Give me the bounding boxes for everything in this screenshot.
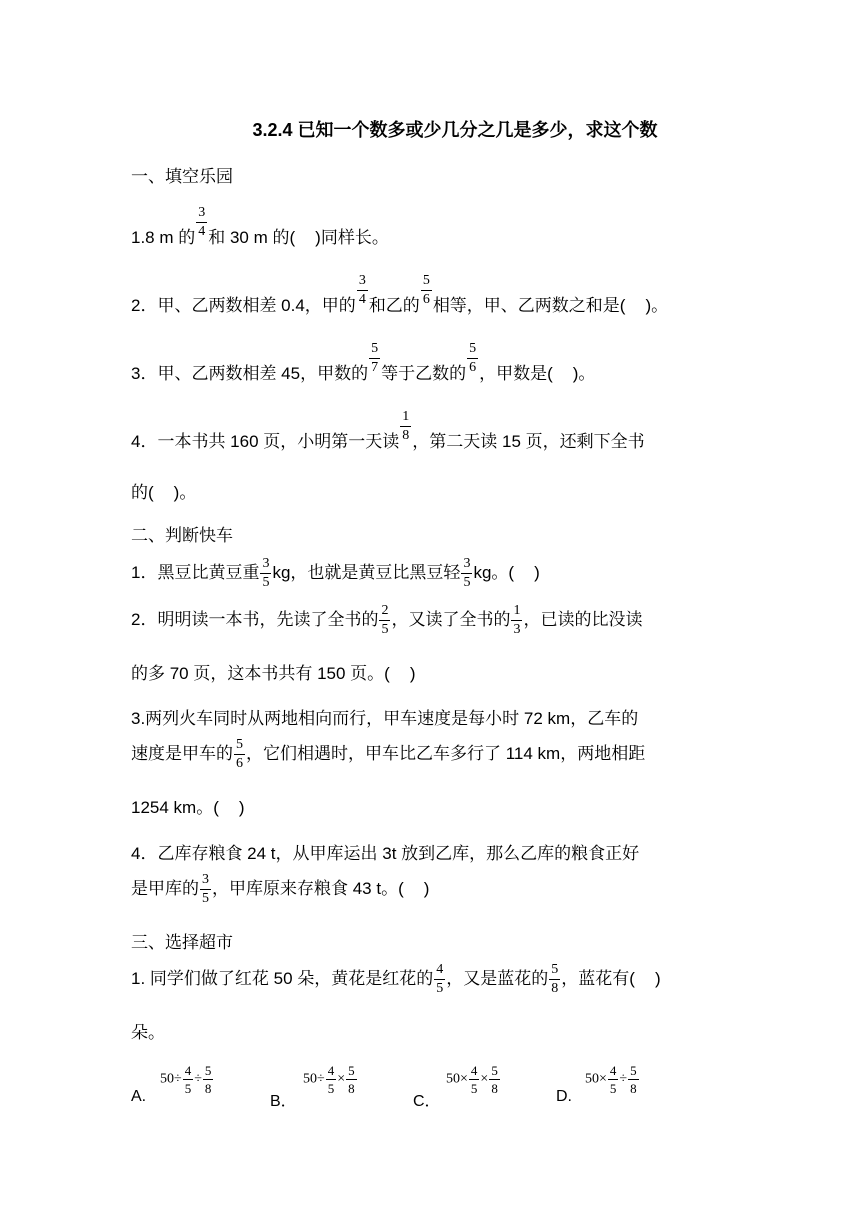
fraction-numerator: 5	[421, 274, 432, 291]
fraction-denominator: 5	[327, 1081, 335, 1096]
question-judge-3: 3.两列火车同时从两地相向而行，甲车速度是每小时 72 km，乙车的	[131, 709, 639, 728]
fraction-numerator: 5	[234, 738, 245, 755]
fraction-denominator: 7	[371, 360, 379, 375]
fraction	[379, 604, 390, 637]
fraction	[549, 963, 560, 996]
fraction-denominator: 8	[491, 1081, 498, 1096]
fraction-denominator: 6	[422, 292, 430, 307]
question-fill-1: 1.8 m 的 $\frac{3}{4}$ 和 30 m 的( )同样长。	[131, 205, 389, 247]
fraction-numerator: 5	[204, 1063, 212, 1078]
fraction-denominator: 6	[236, 756, 243, 771]
fraction-denominator: 5	[436, 981, 444, 996]
fraction-numerator: 5	[630, 1063, 637, 1078]
option-d-expression[interactable]: 50× $\frac{4}{5}$ ÷ $\frac{5}{8}$	[585, 1063, 637, 1096]
section-true-false: 二、判断快车	[131, 526, 233, 545]
fraction-numerator: 4	[434, 963, 445, 980]
fraction-denominator: 5	[202, 891, 209, 906]
fraction-numerator: 1	[511, 604, 522, 621]
fraction-denominator: 5	[381, 622, 389, 637]
fraction-denominator: 3	[513, 622, 521, 637]
fraction	[369, 342, 380, 375]
fraction-numerator: 3	[461, 557, 472, 574]
fraction	[434, 963, 445, 996]
option-b-label[interactable]: B．	[270, 1093, 297, 1110]
question-choice-1-cont: 朵。	[131, 1023, 165, 1042]
fraction	[260, 557, 271, 590]
fraction	[400, 410, 411, 443]
fraction-denominator: 5	[262, 575, 270, 590]
fraction-denominator: 8	[204, 1081, 212, 1096]
fraction-numerator: 1	[400, 410, 411, 427]
fraction	[326, 1064, 337, 1095]
fraction-numerator: 5	[369, 342, 380, 359]
question-judge-2: 2．明明读一本书，先读了全书的 $\frac{2}{5}$ ，又读了全书的 $\frac{1}{3}$ ，已读的比没读	[131, 603, 643, 637]
fraction-numerator: 4	[327, 1063, 335, 1078]
fraction	[357, 274, 368, 307]
option-c-expression[interactable]: 50× $\frac{4}{5}$ × $\frac{5}{8}$	[446, 1063, 498, 1096]
fraction	[628, 1064, 639, 1095]
fraction-numerator: 2	[379, 604, 390, 621]
question-choice-1: 1. 同学们做了红花 50 朵，黄花是红花的 $\frac{4}{5}$ ，又是蓝花的 $\frac{5}{8}$ ，蓝花有( )	[131, 962, 661, 996]
fraction-numerator: 3	[357, 274, 368, 291]
option-a-label[interactable]: A.	[131, 1088, 147, 1105]
question-fill-3: 3．甲、乙两数相差 45，甲数的 $\frac{5}{7}$ 等于乙数的 $\frac{5}{6}$ ，甲数是( )。	[131, 341, 596, 383]
fraction	[234, 738, 245, 771]
fraction-denominator: 4	[358, 292, 366, 307]
fraction-numerator: 5	[467, 342, 478, 359]
option-b-expression[interactable]: 50÷ $\frac{4}{5}$ × $\frac{5}{8}$	[303, 1063, 355, 1096]
page-title: 3.2.4 已知一个数多或少几分之几是多少，求这个数	[252, 120, 658, 140]
question-judge-3-cont2: 1254 km。( )	[131, 798, 245, 817]
fraction	[608, 1064, 619, 1095]
question-fill-2: 2．甲、乙两数相差 0.4，甲的 $\frac{3}{4}$ 和乙的 $\frac{5}{6}$ 相等，甲、乙两数之和是( )。	[131, 273, 669, 315]
question-fill-4: 4．一本书共 160 页，小明第一天读 $\frac{1}{8}$ ，第二天读 15 页，还剩下全书	[131, 409, 645, 451]
fraction-numerator: 5	[549, 963, 560, 980]
section-fill-in: 一、填空乐园	[131, 167, 233, 186]
fraction	[183, 1064, 194, 1095]
fraction-numerator: 3	[260, 557, 271, 574]
fraction	[511, 604, 522, 637]
fraction	[461, 557, 472, 590]
fraction-denominator: 5	[609, 1081, 617, 1096]
fraction-numerator: 3	[196, 206, 207, 223]
question-judge-2-cont: 的多 70 页，这本书共有 150 页。( )	[131, 664, 416, 683]
fraction-numerator: 5	[491, 1063, 498, 1078]
fraction-denominator: 8	[551, 981, 559, 996]
fraction-denominator: 4	[198, 224, 206, 239]
fraction-numerator: 3	[200, 873, 211, 890]
option-d-label[interactable]: D.	[556, 1088, 572, 1105]
fraction	[196, 206, 207, 239]
fraction	[469, 1064, 480, 1095]
question-judge-4: 4．乙库存粮食 24 t，从甲库运出 3t 放到乙库，那么乙库的粮食正好	[131, 844, 640, 863]
question-judge-3-cont: 速度是甲车的 $\frac{5}{6}$ ，它们相遇时，甲车比乙车多行了 114 km，两地相距	[131, 737, 646, 771]
fraction	[467, 342, 478, 375]
fraction-denominator: 5	[470, 1081, 478, 1096]
fraction	[346, 1064, 357, 1095]
fraction-denominator: 5	[463, 575, 471, 590]
fraction-denominator: 8	[348, 1081, 355, 1096]
fraction-denominator: 8	[630, 1081, 637, 1096]
fraction	[203, 1064, 214, 1095]
fraction-numerator: 4	[184, 1063, 192, 1078]
fraction-denominator: 5	[184, 1081, 192, 1096]
fraction	[489, 1064, 500, 1095]
option-c-label[interactable]: C．	[413, 1093, 441, 1110]
question-fill-4-cont: 的( )。	[131, 483, 197, 502]
fraction-denominator: 8	[402, 428, 410, 443]
fraction-denominator: 6	[469, 360, 477, 375]
fraction-numerator: 4	[609, 1063, 617, 1078]
fraction-numerator: 5	[348, 1063, 355, 1078]
question-judge-1: 1．黑豆比黄豆重 $\frac{3}{5}$ kg，也就是黄豆比黑豆轻 $\frac{3}{5}$ kg。( )	[131, 556, 540, 590]
option-a-expression[interactable]: 50÷ $\frac{4}{5}$ ÷ $\frac{5}{8}$	[160, 1063, 212, 1096]
section-multiple-choice: 三、选择超市	[131, 933, 233, 952]
fraction	[200, 873, 211, 906]
question-judge-4-cont: 是甲库的 $\frac{3}{5}$ ，甲库原来存粮食 43 t。( )	[131, 872, 430, 906]
fraction	[421, 274, 432, 307]
fraction-numerator: 4	[470, 1063, 478, 1078]
